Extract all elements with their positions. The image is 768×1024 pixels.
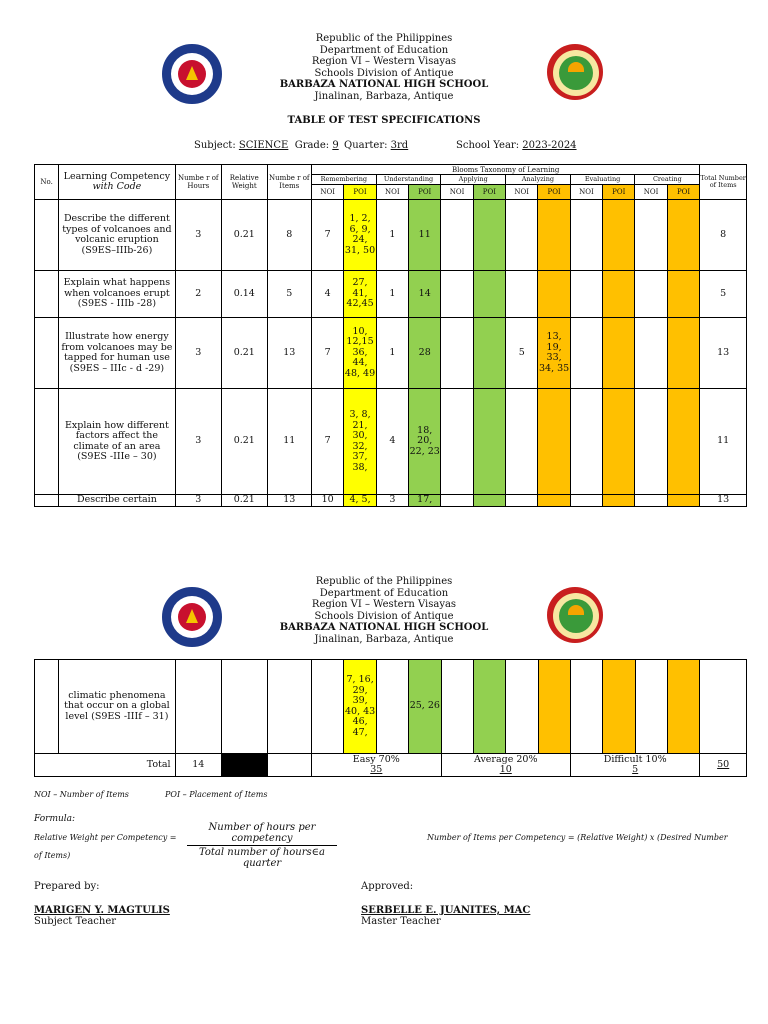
- remembering-noi: 7: [312, 389, 344, 495]
- quarter-line: [344, 140, 408, 151]
- header-competency-label: Learning Competency: [63, 170, 171, 182]
- evaluating-poi: [603, 318, 635, 389]
- row-no: [35, 660, 59, 754]
- row-total: 13: [700, 495, 747, 507]
- applying-poi: [473, 271, 505, 318]
- school-address: Jinalinan, Barbaza, Antique: [314, 633, 454, 645]
- approved-label: Approved:: [361, 881, 414, 892]
- applying-noi: [441, 271, 473, 318]
- letterhead: [0, 33, 768, 102]
- row-competency: Illustrate how energy from volcanoes may be tapped for human use (S9ES – IIIc - d -29): [59, 318, 175, 389]
- row-total: 8: [700, 200, 747, 271]
- understanding-noi: [376, 660, 408, 754]
- remembering-noi: 4: [312, 271, 344, 318]
- total-hours: 14: [175, 754, 222, 777]
- school-name: BARBAZA NATIONAL HIGH SCHOOL: [279, 622, 489, 633]
- specification-table-continued: [34, 659, 747, 777]
- creating-noi: [635, 318, 667, 389]
- legend-poi: POI – Placement of Items: [165, 790, 268, 799]
- creating-noi: [635, 660, 667, 754]
- evaluating-noi: [570, 495, 602, 507]
- header-weight: Relative Weight: [222, 165, 268, 200]
- row-weight: 0.21: [222, 495, 268, 507]
- evaluating-noi: [570, 389, 602, 495]
- document-title: TABLE OF TEST SPECIFICATIONS: [287, 115, 481, 126]
- evaluating-poi: [603, 389, 635, 495]
- creating-poi: [667, 200, 700, 271]
- applying-noi: [441, 318, 473, 389]
- difficult-label: Difficult 10%: [603, 753, 667, 765]
- header-poi: POI: [667, 185, 700, 200]
- creating-noi: [635, 200, 667, 271]
- average-cell: [441, 754, 570, 777]
- letterhead-line: Department of Education: [319, 44, 449, 56]
- formula-label: Formula:: [34, 814, 76, 824]
- evaluating-poi: [603, 271, 635, 318]
- header-level-evaluating: Evaluating: [570, 175, 635, 185]
- total-weight-blank: [222, 754, 268, 777]
- row-items: 13: [267, 318, 311, 389]
- row-no: [35, 200, 59, 271]
- subject-line: [194, 140, 339, 151]
- subject-label: Subject:: [194, 140, 236, 151]
- table-row: [35, 389, 747, 495]
- header-noi: NOI: [376, 185, 408, 200]
- row-competency: Explain what happens when volcanoes erupt (S9ES - IIIb -28): [59, 271, 175, 318]
- row-hours: 3: [175, 495, 222, 507]
- row-competency: climatic phenomena that occur on a global level (S9ES -IIIf – 31): [59, 660, 175, 754]
- header-poi: POI: [344, 185, 376, 200]
- evaluating-poi: [603, 495, 635, 507]
- applying-noi: [441, 495, 473, 507]
- analyzing-poi: [538, 495, 570, 507]
- specification-table: [34, 164, 747, 507]
- formula-numerator: Number of hours per competency: [187, 822, 337, 846]
- remembering-noi: 7: [312, 318, 344, 389]
- average-label: Average 20%: [473, 753, 538, 765]
- understanding-poi: 11: [409, 200, 441, 271]
- row-no: [35, 389, 59, 495]
- row-hours: 3: [175, 318, 222, 389]
- understanding-noi: 1: [376, 200, 408, 271]
- analyzing-noi: [506, 495, 538, 507]
- remembering-poi: 10, 12,15 36, 44, 48, 49: [344, 318, 376, 389]
- understanding-noi: 1: [376, 318, 408, 389]
- table-row: [35, 271, 747, 318]
- remembering-poi: 27, 41, 42,45: [344, 271, 376, 318]
- creating-poi: [668, 660, 700, 754]
- row-hours: 3: [175, 200, 222, 271]
- analyzing-poi: [538, 271, 570, 318]
- header-hours: Numbe r of Hours: [175, 165, 222, 200]
- letterhead-line: Schools Division of Antique: [314, 610, 454, 622]
- header-noi: NOI: [506, 185, 538, 200]
- evaluating-noi: [570, 318, 602, 389]
- creating-poi: [667, 271, 700, 318]
- row-weight: 0.21: [222, 318, 268, 389]
- remembering-noi: 7: [312, 200, 344, 271]
- header-level-remembering: Remembering: [312, 175, 377, 185]
- analyzing-poi: [538, 660, 570, 754]
- header-level-applying: Applying: [441, 175, 506, 185]
- creating-noi: [635, 271, 667, 318]
- row-hours: [175, 660, 222, 754]
- approved-title: Master Teacher: [361, 916, 441, 927]
- analyzing-poi: [538, 200, 570, 271]
- row-no: [35, 271, 59, 318]
- row-weight: 0.14: [222, 271, 268, 318]
- row-total: [700, 660, 747, 754]
- understanding-poi: 17,: [409, 495, 441, 507]
- items-formula-cont: of Items): [34, 851, 71, 860]
- remembering-noi: [312, 660, 344, 754]
- header-noi: NOI: [312, 185, 344, 200]
- school-year-value: 2023-2024: [522, 140, 577, 151]
- row-items: 11: [267, 389, 311, 495]
- letterhead-line: Republic of the Philippines: [315, 33, 453, 44]
- creating-poi: [667, 318, 700, 389]
- formula-denominator: Total number of hours∈a quarter: [199, 847, 325, 869]
- row-competency: Describe certain: [59, 495, 175, 507]
- evaluating-noi: [570, 200, 602, 271]
- row-hours: 2: [175, 271, 222, 318]
- easy-label: Easy 70%: [352, 753, 400, 765]
- header-items: Numbe r of Items: [267, 165, 311, 200]
- creating-poi: [667, 495, 700, 507]
- header-noi: NOI: [570, 185, 602, 200]
- items-formula: Number of Items per Competency = (Relative Weight) x (Desired Number: [427, 833, 728, 842]
- applying-noi: [441, 660, 473, 754]
- understanding-poi: 14: [409, 271, 441, 318]
- header-poi: POI: [538, 185, 570, 200]
- prepared-by-title: Subject Teacher: [34, 916, 117, 927]
- understanding-noi: 3: [376, 495, 408, 507]
- creating-poi: [667, 389, 700, 495]
- school-name: BARBAZA NATIONAL HIGH SCHOOL: [279, 79, 489, 90]
- analyzing-noi: 5: [506, 318, 538, 389]
- letterhead-line: Region VI – Western Visayas: [311, 56, 457, 67]
- header-poi: POI: [409, 185, 441, 200]
- applying-poi: [473, 660, 505, 754]
- row-weight: 0.21: [222, 200, 268, 271]
- difficult-cell: [570, 754, 699, 777]
- remembering-noi: 10: [312, 495, 344, 507]
- applying-poi: [473, 495, 505, 507]
- remembering-poi: 3, 8, 21, 30, 32, 37, 38,: [344, 389, 376, 495]
- total-items-blank: [267, 754, 312, 777]
- letterhead-line: Department of Education: [319, 587, 449, 599]
- header-level-understanding: Understanding: [376, 175, 441, 185]
- header-total: Total Number of Items: [700, 165, 747, 200]
- row-hours: 3: [175, 389, 222, 495]
- letterhead: [0, 576, 768, 645]
- row-competency: Explain how different factors affect the climate of an area (S9ES -IIIe – 30): [59, 389, 175, 495]
- table-row: [35, 200, 747, 271]
- row-no: [35, 318, 59, 389]
- applying-poi: [473, 389, 505, 495]
- header-poi: POI: [603, 185, 635, 200]
- quarter-label: Quarter:: [344, 140, 388, 151]
- table-row: [35, 318, 747, 389]
- analyzing-noi: [506, 660, 538, 754]
- letterhead-line: Region VI – Western Visayas: [311, 599, 457, 610]
- average-count: 10: [499, 764, 512, 775]
- grade-value: 9: [332, 140, 339, 151]
- evaluating-poi: [603, 660, 635, 754]
- understanding-poi: 28: [409, 318, 441, 389]
- school-year-line: [456, 140, 577, 151]
- row-competency: Describe the different types of volcanoes and volcanic eruption (S9ES–IIIb-26): [59, 200, 175, 271]
- prepared-by-name: MARIGEN Y. MAGTULIS: [34, 905, 170, 916]
- remembering-poi: 1, 2, 6, 9, 24, 31, 50: [344, 200, 376, 271]
- header-noi: NOI: [635, 185, 667, 200]
- easy-count: 35: [370, 764, 383, 775]
- header-competency: [59, 165, 175, 200]
- row-items: [267, 660, 312, 754]
- header-noi: NOI: [441, 185, 473, 200]
- school-address: Jinalinan, Barbaza, Antique: [314, 90, 454, 102]
- prepared-by-label: Prepared by:: [34, 881, 100, 892]
- understanding-noi: 4: [376, 389, 408, 495]
- understanding-noi: 1: [376, 271, 408, 318]
- row-weight: [222, 660, 268, 754]
- header-no: No.: [35, 165, 59, 200]
- evaluating-poi: [603, 200, 635, 271]
- row-items: 8: [267, 200, 311, 271]
- subject-value: SCIENCE: [238, 140, 289, 151]
- row-total: 5: [700, 271, 747, 318]
- easy-cell: [312, 754, 441, 777]
- understanding-poi: 25, 26: [409, 660, 441, 754]
- approved-name: SERBELLE E. JUANITES, MAC: [361, 905, 531, 916]
- school-year-label: School Year:: [456, 140, 520, 151]
- header-competency-sub: with Code: [92, 181, 142, 192]
- grade-label: Grade:: [294, 140, 330, 151]
- creating-noi: [635, 495, 667, 507]
- grand-total: 50: [700, 754, 747, 777]
- applying-noi: [441, 389, 473, 495]
- row-items: 13: [267, 495, 311, 507]
- remembering-poi: 7, 16, 29, 39, 40, 43 46, 47,: [344, 660, 376, 754]
- applying-poi: [473, 318, 505, 389]
- analyzing-poi: [538, 389, 570, 495]
- analyzing-poi: 13, 19, 33, 34, 35: [538, 318, 570, 389]
- evaluating-noi: [570, 271, 602, 318]
- header-poi: POI: [473, 185, 505, 200]
- legend-noi: NOI – Number of Items: [34, 790, 129, 799]
- relative-weight-formula: Relative Weight per Competency =: [34, 833, 177, 842]
- header-level-analyzing: Analyzing: [506, 175, 571, 185]
- row-total: 11: [700, 389, 747, 495]
- applying-noi: [441, 200, 473, 271]
- total-row: [35, 754, 747, 777]
- table-row: [35, 660, 747, 754]
- analyzing-noi: [506, 389, 538, 495]
- evaluating-noi: [570, 660, 602, 754]
- row-items: 5: [267, 271, 311, 318]
- creating-noi: [635, 389, 667, 495]
- quarter-value: 3rd: [390, 140, 409, 151]
- row-no: [35, 495, 59, 507]
- table-row: [35, 495, 747, 507]
- difficult-count: 5: [632, 764, 639, 775]
- understanding-poi: 18, 20, 22, 23: [409, 389, 441, 495]
- applying-poi: [473, 200, 505, 271]
- formula-fraction: [187, 822, 337, 869]
- header-blooms: Blooms Taxonomy of Learning: [312, 165, 700, 175]
- row-weight: 0.21: [222, 389, 268, 495]
- letterhead-line: Republic of the Philippines: [315, 576, 453, 587]
- analyzing-noi: [506, 200, 538, 271]
- remembering-poi: 4, 5,: [344, 495, 376, 507]
- header-level-creating: Creating: [635, 175, 700, 185]
- total-label: Total: [35, 754, 176, 777]
- row-total: 13: [700, 318, 747, 389]
- letterhead-line: Schools Division of Antique: [314, 67, 454, 79]
- analyzing-noi: [506, 271, 538, 318]
